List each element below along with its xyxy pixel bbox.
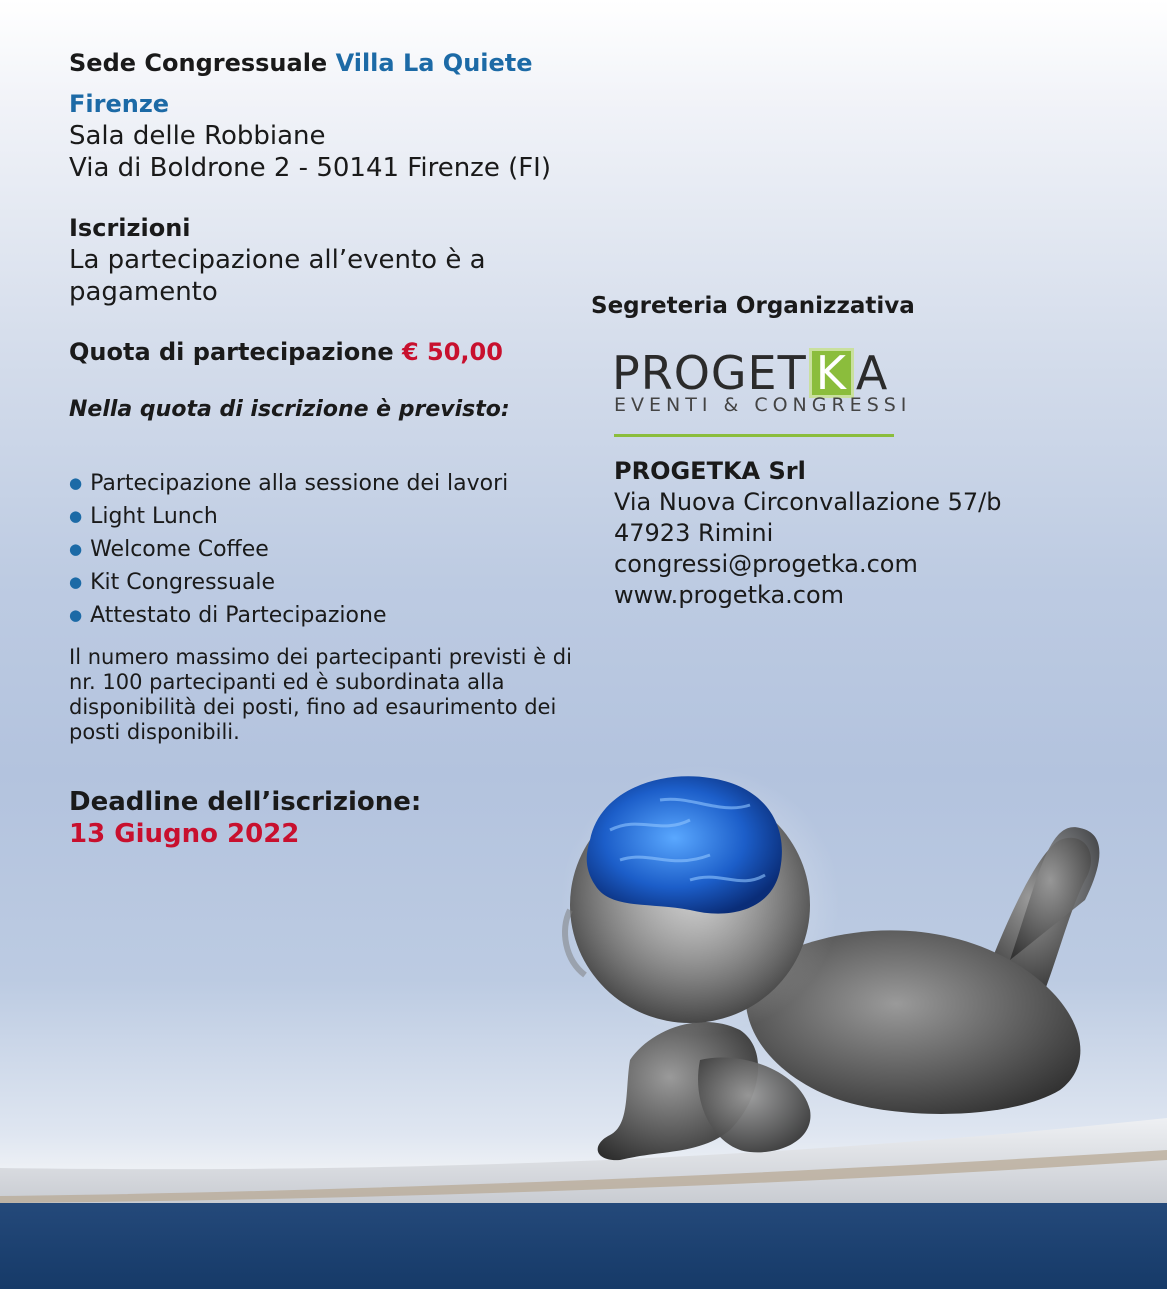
logo-word-b: A xyxy=(855,346,889,400)
list-item: ● Welcome Coffee xyxy=(69,534,508,567)
includes-title: Nella quota di iscrizione è previsto: xyxy=(69,397,510,422)
deadline-label: Deadline dell’iscrizione: xyxy=(69,787,422,817)
logo-word-a: PROGET xyxy=(612,346,807,400)
baby-brain-illustration xyxy=(540,760,1140,1180)
company-email[interactable]: congressi@progetka.com xyxy=(614,550,918,578)
deadline-date: 13 Giugno 2022 xyxy=(69,819,300,849)
logo-subtitle: EVENTI & CONGRESSI xyxy=(614,394,912,416)
company-name: PROGETKA Srl xyxy=(614,457,806,485)
organizer-title: Segreteria Organizzativa xyxy=(591,293,915,319)
venue-name: Villa La Quiete xyxy=(335,49,533,77)
list-item: ● Attestato di Partecipazione xyxy=(69,600,508,633)
venue-label: Sede Congressuale xyxy=(69,49,328,77)
company-website[interactable]: www.progetka.com xyxy=(614,581,845,609)
fee-label: Quota di partecipazione xyxy=(69,338,394,366)
company-street: Via Nuova Circonvallazione 57/b xyxy=(614,488,1002,516)
company-city: 47923 Rimini xyxy=(614,519,774,547)
registration-text: La partecipazione all’evento è a pagamento xyxy=(69,245,486,307)
logo-k-box: K xyxy=(809,348,854,398)
list-item: ● Light Lunch xyxy=(69,501,508,534)
venue-address: Via di Boldrone 2 - 50141 Firenze (FI) xyxy=(69,153,551,183)
max-participants-note: Il numero massimo dei partecipanti previsti è di nr. 100 partecipanti ed è subordinata alla disponibilità dei posti, fino ad esaurimento dei posti disponibili. xyxy=(69,645,572,744)
registration-title: Iscrizioni xyxy=(69,214,191,242)
footer-band xyxy=(0,1203,1167,1289)
venue-room: Sala delle Robbiane xyxy=(69,121,326,151)
list-item: ● Partecipazione alla sessione dei lavori xyxy=(69,468,508,501)
venue-city: Firenze xyxy=(69,90,170,118)
fee-value: € 50,00 xyxy=(401,338,503,366)
list-item: ● Kit Congressuale xyxy=(69,567,508,600)
